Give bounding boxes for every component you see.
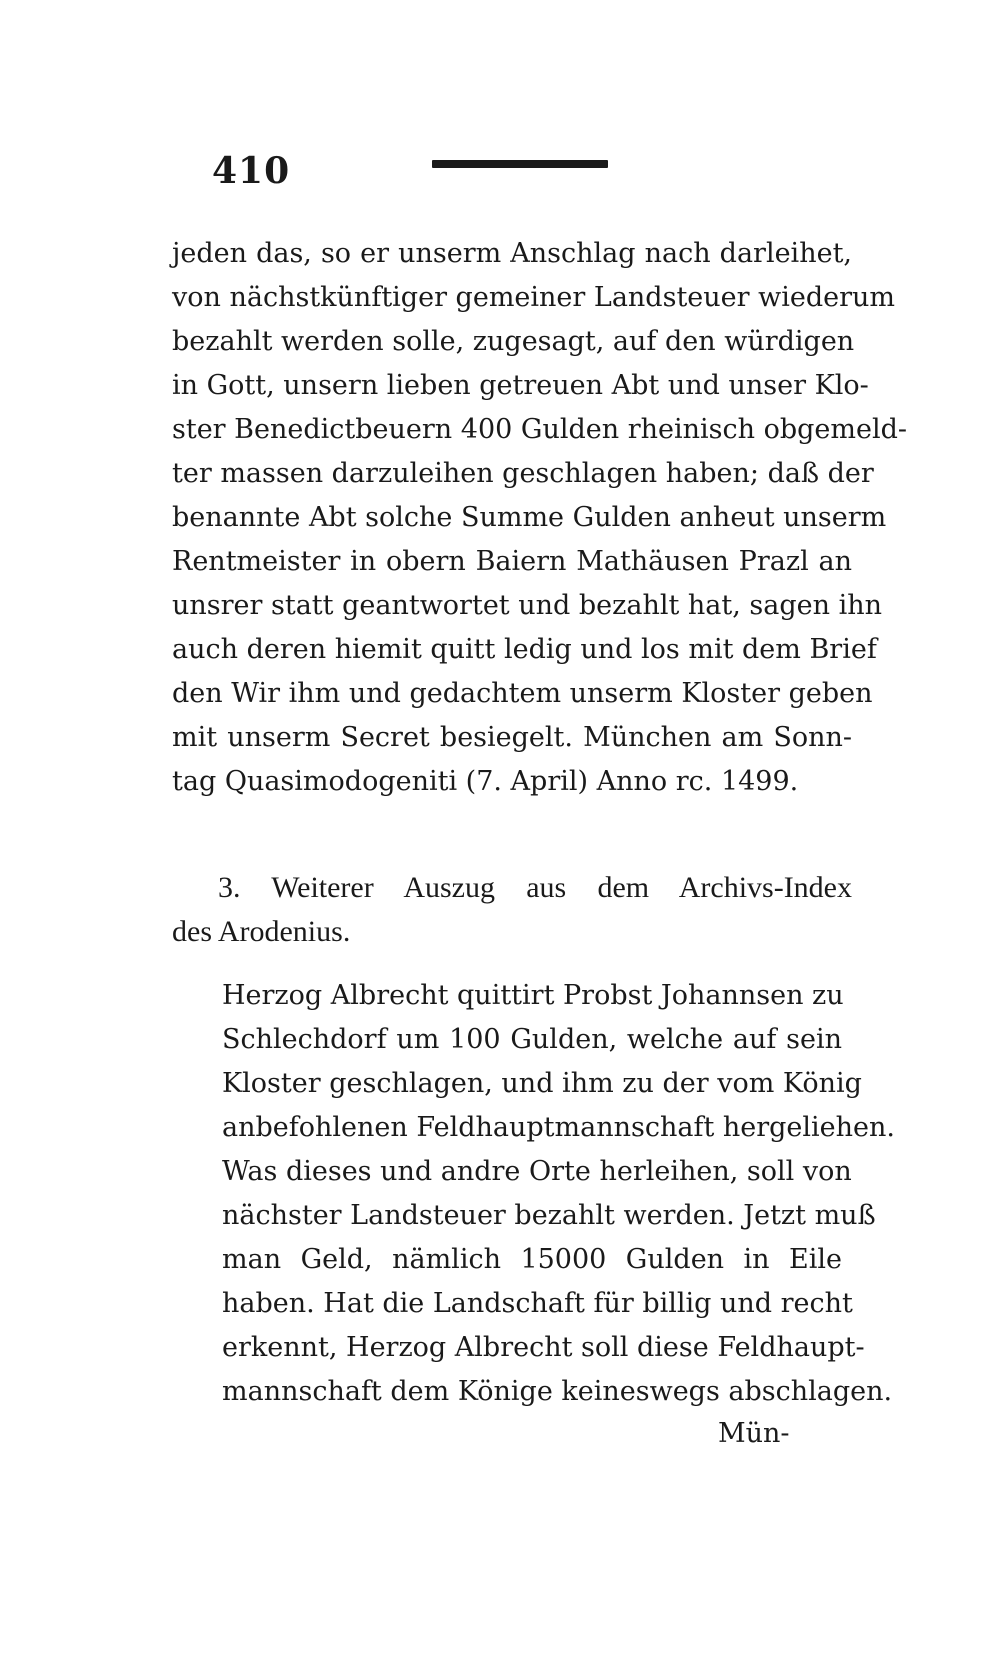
page-number: 410 [212,150,291,192]
header-rule [432,160,608,168]
text-line: anbefohlenen Feldhauptmannschaft hergeliehen. [222,1112,895,1143]
section-heading [172,866,852,954]
text-line: Rentmeister in obern Baiern Mathäusen Prazl an [172,546,852,577]
text-line: Schlechdorf um 100 Gulden, welche auf sein [222,1024,842,1055]
text-line: 3. Weiterer Auszug aus dem Archivs-Index [218,871,852,904]
text-line: tag Quasimodogeniti (7. April) Anno rc. 1499. [172,766,799,797]
text-line: bezahlt werden solle, zugesagt, auf den würdigen [172,326,855,357]
text-line: mit unserm Secret besiegelt. München am Sonn- [172,722,852,753]
text-line: Kloster geschlagen, und ihm zu der vom König [222,1068,862,1099]
text-line: haben. Hat die Landschaft für billig und recht [222,1288,853,1319]
text-line: ter massen darzuleihen geschlagen haben; daß der [172,458,874,489]
text-line: jeden das, so er unserm Anschlag nach darleihet, [172,238,852,269]
text-line: ster Benedictbeuern 400 Gulden rheinisch obgemeld- [172,414,908,445]
text-line: in Gott, unsern lieben getreuen Abt und unser Klo- [172,370,869,401]
first-text-block [172,232,908,804]
catchword: Mün- [718,1418,790,1449]
text-line: nächster Landsteuer bezahlt werden. Jetzt muß [222,1200,876,1231]
text-line: erkennt, Herzog Albrecht soll diese Feldhaupt- [222,1332,865,1363]
text-line: benannte Abt solche Summe Gulden anheut unserm [172,502,887,533]
text-line: auch deren hiemit quitt ledig und los mit dem Brief [172,634,877,665]
text-line: des Arodenius. [172,915,351,948]
text-line: mannschaft dem Könige keineswegs abschlagen. [222,1376,893,1407]
text-line: Herzog Albrecht quittirt Probst Johannsen zu [222,980,844,1011]
second-text-block [222,974,895,1414]
text-line: man Geld, nämlich 15000 Gulden in Eile [222,1244,842,1275]
text-line: den Wir ihm und gedachtem unserm Kloster geben [172,678,873,709]
text-line: Was dieses und andre Orte herleihen, soll von [222,1156,852,1187]
text-line: unsrer statt geantwortet und bezahlt hat, sagen ihn [172,590,883,621]
text-line: von nächstkünftiger gemeiner Landsteuer wiederum [172,282,896,313]
